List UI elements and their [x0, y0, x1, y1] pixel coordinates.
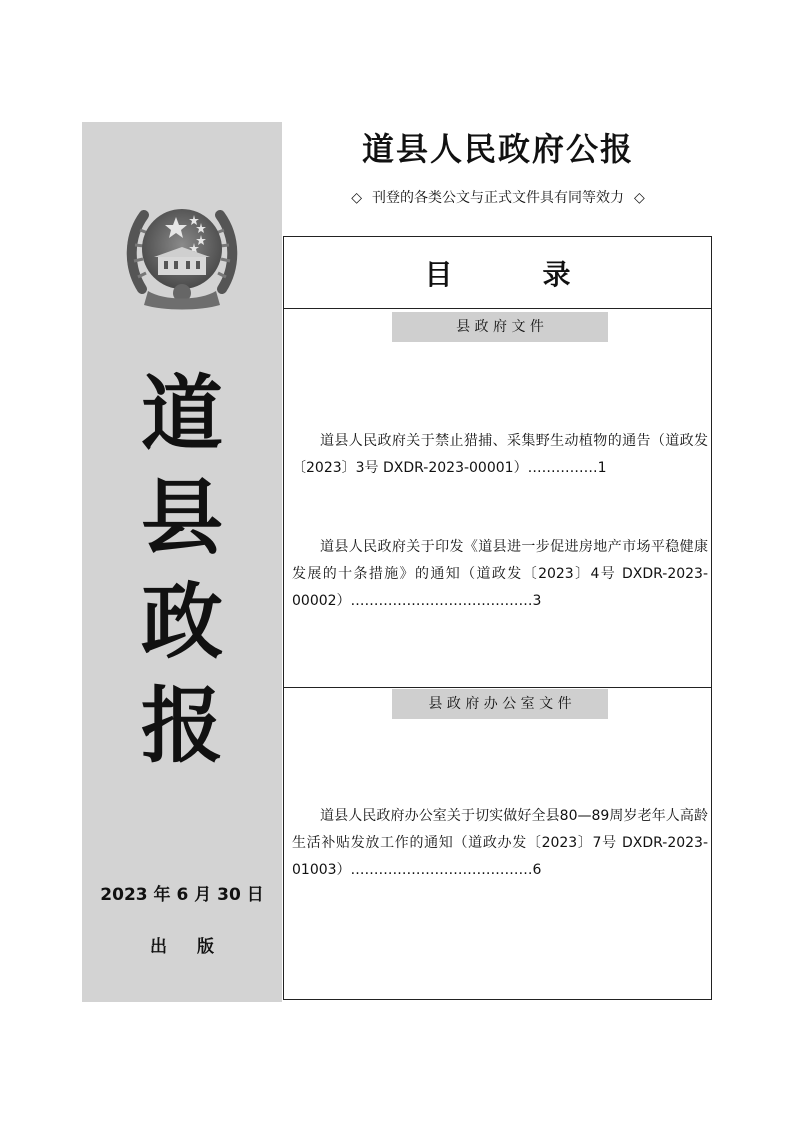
vertical-title-char: 道 [140, 366, 223, 462]
table-of-contents [283, 236, 712, 1000]
toc-entry[interactable]: 道县人民政府关于印发《道县进一步促进房地产市场平稳健康发展的十条措施》的通知（道政发〔2023〕4号 DXDR-2023-00002）…………………………………3 [292, 539, 708, 609]
edition-label: 出版 [150, 937, 244, 957]
publication-date: 2023 年 6 月 30 日 [100, 885, 264, 905]
gazette-title: 道县人民政府公报 [361, 130, 634, 168]
vertical-title-char: 县 [140, 470, 223, 566]
vertical-title-char: 报 [140, 678, 223, 774]
sidebar [82, 122, 282, 1002]
national-emblem-icon [124, 197, 240, 311]
toc-title: 目录 [424, 258, 661, 291]
subtitle-text: 刊登的各类公文与正式文件具有同等效力 [372, 190, 624, 206]
divider [284, 687, 711, 688]
vertical-title [82, 362, 282, 778]
subtitle [283, 187, 713, 207]
diamond-icon: ◇ [634, 190, 645, 206]
toc-entry[interactable]: 道县人民政府办公室关于切实做好全县80—89周岁老年人高龄生活补贴发放工作的通知（道政办发〔2023〕7号 DXDR-2023-01003）…………………………………6 [292, 808, 708, 878]
divider [284, 308, 711, 309]
section-label: 县 政 府 办 公 室 文 件 [392, 689, 608, 719]
toc-entry[interactable]: 道县人民政府关于禁止猎捕、采集野生动植物的通告（道政发〔2023〕3号 DXDR-2023-00001）……………1 [292, 433, 708, 476]
vertical-title-char: 政 [140, 574, 223, 670]
section-label: 县 政 府 文 件 [392, 312, 608, 342]
diamond-icon: ◇ [351, 190, 362, 206]
